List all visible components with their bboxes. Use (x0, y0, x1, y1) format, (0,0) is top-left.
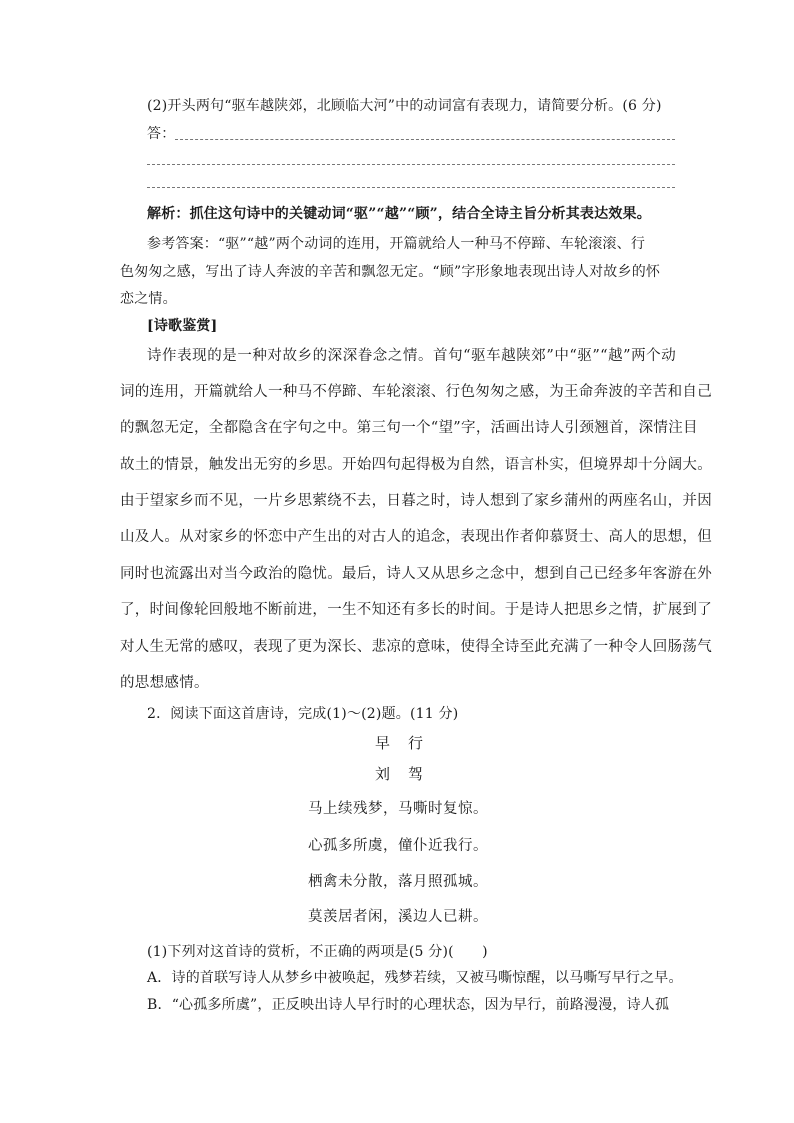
reference-answer-line: 色匆匆之感，写出了诗人奔波的辛苦和飘忽无定。“顾”字形象地表现出诗人对故乡的怀 (120, 264, 661, 280)
reference-answer-line: 参考答案：“驱”“越”两个动词的连用，开篇就给人一种马不停蹄、车轮滚滚、行 (147, 236, 646, 252)
answer-line-2[interactable] (147, 164, 675, 165)
appreciation-heading: [诗歌鉴赏] (147, 318, 218, 334)
appreciation-line: 对人生无常的感叹，表现了更为深长、悲凉的意味，使得全诗至此充满了一种令人回肠荡气 (120, 639, 712, 655)
analysis-text: 解析：抓住这句诗中的关键动词“驱”“越”“顾”，结合全诗主旨分析其表达效果。 (147, 206, 651, 222)
option-b: B．“心孤多所虞”，正反映出诗人早行时的心理状态，因为早行，前路漫漫，诗人孤 (147, 997, 670, 1013)
appreciation-line: 的思想感情。 (120, 675, 209, 691)
poem-title: 早行 (374, 734, 441, 752)
question-2-prompt: (2)开头两句“驱车越陕郊，北顾临大河”中的动词富有表现力，请简要分析。(6 分) (147, 98, 662, 114)
answer-label: 答： (147, 126, 176, 142)
appreciation-line: 同时也流露出对当今政治的隐忧。最后，诗人又从思乡之念中，想到自己已经多年客游在外 (120, 566, 712, 582)
poem-verse: 栖禽未分散，落月照孤城。 (308, 874, 488, 890)
appreciation-line: 由于望家乡而不见，一片乡思萦绕不去，日暮之时，诗人想到了家乡蒲州的两座名山，并因 (120, 493, 712, 509)
reference-answer-line: 恋之情。 (120, 291, 177, 307)
answer-line-3[interactable] (147, 187, 675, 188)
poem-verse: 心孤多所虞，僮仆近我行。 (308, 838, 488, 854)
appreciation-line: 了，时间像轮回般地不断前进，一生不知还有多长的时间。于是诗人把思乡之情，扩展到了 (120, 602, 712, 618)
answer-line-1[interactable] (175, 139, 675, 140)
question-2-intro: 2．阅读下面这首唐诗，完成(1)～(2)题。(11 分) (147, 706, 459, 722)
poem-author: 刘驾 (374, 765, 441, 783)
appreciation-line: 故土的情景，触发出无穷的乡思。开始四句起得极为自然，语言朴实，但境界却十分阔大。 (120, 457, 712, 473)
appreciation-line: 的飘忽无定，全都隐含在字句之中。第三句一个“望”字，活画出诗人引颈翘首，深情注目 (120, 420, 698, 436)
appreciation-line: 山及人。从对家乡的怀恋中产生出的对古人的追念，表现出作者仰慕贤士、高人的思想，但 (120, 529, 712, 545)
subquestion-1-prompt: (1)下列对这首诗的赏析，不正确的两项是(5 分)( ) (147, 944, 488, 960)
appreciation-line: 词的连用，开篇就给人一种马不停蹄、车轮滚滚、行色匆匆之感，为王命奔波的辛苦和自己 (120, 384, 712, 400)
poem-verse: 马上续残梦，马嘶时复惊。 (308, 801, 488, 817)
appreciation-line: 诗作表现的是一种对故乡的深深眷念之情。首句“驱车越陕郊”中“驱”“越”两个动 (147, 348, 676, 364)
poem-verse: 莫羡居者闲，溪边人已耕。 (308, 909, 488, 925)
option-a: A．诗的首联写诗人从梦乡中被唤起，残梦若续，又被马嘶惊醒，以马嘶写早行之早。 (147, 970, 683, 986)
